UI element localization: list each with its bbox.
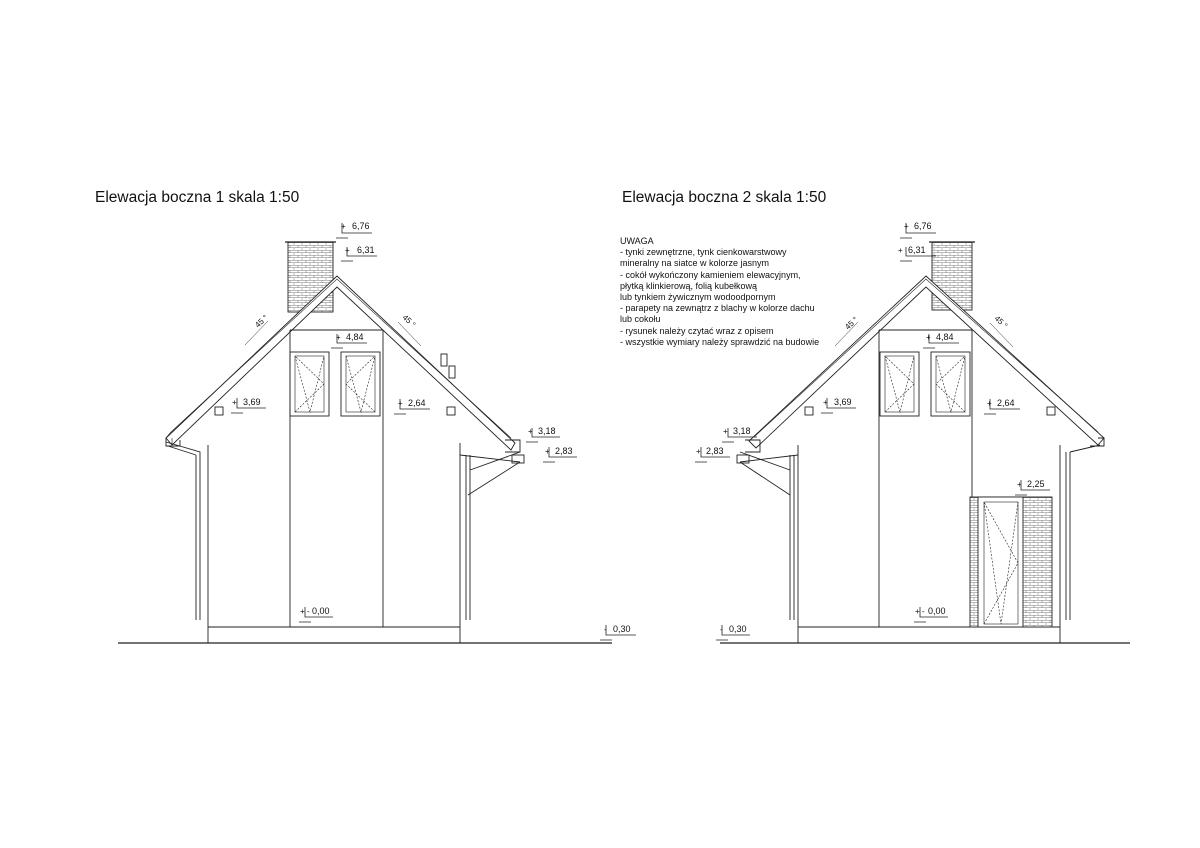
svg-text:+: + bbox=[336, 333, 341, 342]
svg-text:+: + bbox=[823, 398, 828, 407]
level-marker bbox=[394, 398, 430, 414]
svg-text:6,76: 6,76 bbox=[352, 221, 370, 231]
svg-text:0,00: 0,00 bbox=[312, 606, 330, 616]
notes-line: - rysunek należy czytać wraz z opisem bbox=[620, 325, 774, 336]
roof-outline bbox=[749, 276, 1104, 448]
level-marker bbox=[341, 245, 377, 261]
level-marker bbox=[914, 606, 948, 622]
svg-text:6,76: 6,76 bbox=[914, 221, 932, 231]
svg-text:2,83: 2,83 bbox=[706, 446, 724, 456]
title-elevation-2: Elewacja boczna 2 skala 1:50 bbox=[622, 189, 827, 206]
svg-text:+ -: + - bbox=[915, 607, 925, 616]
level-marker bbox=[600, 624, 636, 640]
notes-line: lub cokołu bbox=[620, 314, 661, 325]
svg-text:2,83: 2,83 bbox=[555, 446, 573, 456]
svg-text:0,30: 0,30 bbox=[729, 624, 747, 634]
main-wall bbox=[208, 443, 460, 627]
downpipe-right bbox=[1066, 445, 1100, 620]
roof-angle-label: 45 ° bbox=[253, 313, 270, 330]
svg-text:+: + bbox=[987, 399, 992, 408]
downpipe-left bbox=[790, 455, 794, 620]
svg-text:+: + bbox=[696, 447, 701, 456]
notes-line: - parapety na zewnątrz z blachy w kolorze dachu bbox=[620, 303, 815, 314]
svg-text:3,18: 3,18 bbox=[733, 426, 751, 436]
level-marker bbox=[900, 221, 936, 238]
level-marker bbox=[526, 426, 560, 442]
svg-text:+: + bbox=[1017, 480, 1022, 489]
svg-text:2,25: 2,25 bbox=[1027, 479, 1045, 489]
level-marker bbox=[695, 446, 730, 462]
level-marker bbox=[821, 397, 856, 413]
elevation-1 bbox=[118, 242, 612, 643]
vent-pipe bbox=[449, 366, 455, 378]
svg-text:6,31: 6,31 bbox=[357, 245, 375, 255]
svg-text:2,64: 2,64 bbox=[408, 398, 426, 408]
svg-text:4,84: 4,84 bbox=[346, 332, 364, 342]
svg-text:+: + bbox=[398, 399, 403, 408]
notes-line: płytką klinkierową, folią kubełkową bbox=[620, 280, 758, 291]
downpipe-right bbox=[466, 455, 470, 620]
svg-text:2,64: 2,64 bbox=[997, 398, 1015, 408]
svg-text:+: + bbox=[723, 427, 728, 436]
level-marker bbox=[1015, 479, 1050, 495]
svg-text:+: + bbox=[345, 246, 350, 255]
elevation-2 bbox=[720, 242, 1130, 643]
svg-text:+: + bbox=[545, 447, 550, 456]
notes-line: - cokół wykończony kamieniem elewacyjnym, bbox=[620, 269, 801, 280]
level-marker bbox=[898, 245, 936, 261]
downpipe-left bbox=[166, 442, 200, 620]
svg-text:0,00: 0,00 bbox=[928, 606, 946, 616]
svg-text:+: + bbox=[898, 246, 903, 255]
roof-angle-label: 45 ° bbox=[843, 315, 860, 332]
svg-text:-: - bbox=[604, 625, 607, 634]
svg-text:3,69: 3,69 bbox=[243, 397, 261, 407]
roof-angle-label: 45 ° bbox=[400, 312, 418, 330]
level-marker bbox=[299, 606, 333, 622]
roof-angle-label: 45 ° bbox=[992, 313, 1010, 331]
window bbox=[341, 352, 380, 416]
level-marker bbox=[923, 332, 959, 348]
window bbox=[290, 352, 329, 416]
roof-outline bbox=[166, 276, 515, 450]
annex-roof-right bbox=[460, 452, 520, 495]
level-marker bbox=[716, 624, 750, 640]
svg-text:+: + bbox=[232, 398, 237, 407]
door bbox=[978, 497, 1023, 627]
level-marker bbox=[984, 398, 1020, 414]
svg-text:+: + bbox=[341, 222, 346, 231]
svg-text:6,31: 6,31 bbox=[908, 245, 926, 255]
notes-line: - tynki zewnętrzne, tynk cienkowarstwowy bbox=[620, 247, 787, 258]
level-marker bbox=[231, 397, 266, 413]
svg-text:+: + bbox=[528, 427, 533, 436]
notes-line: lub tynkiem żywicznym wodoodpornym bbox=[620, 292, 776, 303]
svg-text:+: + bbox=[904, 222, 909, 231]
notes-line: - wszystkie wymiary należy sprawdzić na budowie bbox=[620, 336, 820, 347]
svg-text:3,69: 3,69 bbox=[834, 397, 852, 407]
notes-heading: UWAGA bbox=[620, 236, 654, 246]
svg-text:+: + bbox=[926, 333, 931, 342]
window bbox=[880, 352, 919, 416]
vent-pipe bbox=[441, 354, 447, 366]
level-marker bbox=[331, 332, 367, 348]
level-marker bbox=[336, 221, 372, 238]
window bbox=[931, 352, 970, 416]
level-marker bbox=[543, 446, 577, 462]
svg-text:-: - bbox=[720, 625, 723, 634]
svg-text:3,18: 3,18 bbox=[538, 426, 556, 436]
title-elevation-1: Elewacja boczna 1 skala 1:50 bbox=[95, 189, 300, 206]
notes-line: mineralny na siatce w kolorze jasnym bbox=[620, 258, 770, 269]
svg-text:4,84: 4,84 bbox=[936, 332, 954, 342]
svg-text:0,30: 0,30 bbox=[613, 624, 631, 634]
svg-text:+ -: + - bbox=[300, 607, 310, 616]
